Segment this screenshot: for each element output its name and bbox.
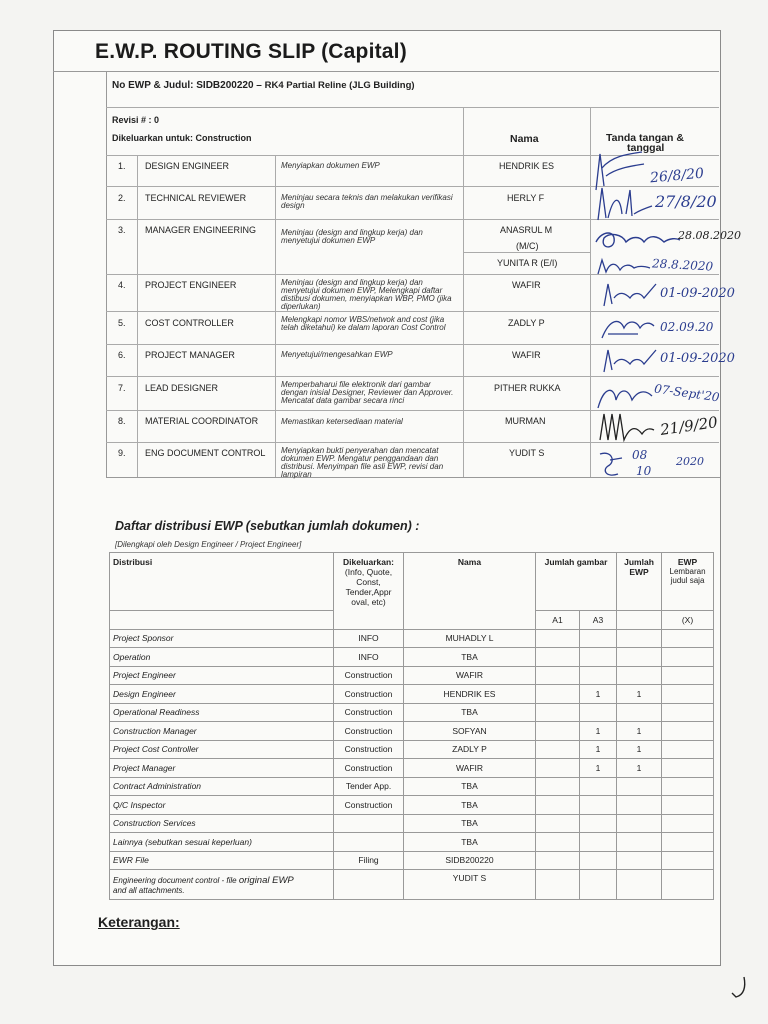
table-cell-a3: [580, 833, 617, 852]
table-cell-nama: HENDRIK ES: [404, 685, 536, 704]
table-cell-distribusi: Project Sponsor: [110, 629, 334, 648]
table-cell-dikeluarkan: INFO: [334, 648, 404, 667]
distribution-subheading: [Dilengkapi oleh Design Engineer / Project Engineer]: [115, 540, 302, 549]
table-cell-a3: [580, 703, 617, 722]
role-description: Menyetujui/mengesahkan EWP: [281, 350, 393, 359]
header-dikeluarkan: Dikeluarkan: (Info, Quote, Const, Tender,Appr oval, etc): [334, 553, 404, 630]
table-cell-a1: [536, 851, 580, 870]
signature-scribble: [594, 254, 654, 278]
table-cell-a1: [536, 777, 580, 796]
role-description: Meninjau (design and lingkup kerja) dan menyetujui dokumen EWP, Melengkapi daftar distibusi dokumen, menyiapkan WBP, PMO (jika diperlukan): [281, 278, 452, 311]
table-cell-a3: 1: [580, 740, 617, 759]
table-cell-x: [662, 833, 714, 852]
role-label: DESIGN ENGINEER: [145, 161, 230, 171]
table-cell-x: [662, 759, 714, 778]
table-row: [110, 851, 714, 870]
signatory-name: YUDIT S: [509, 448, 545, 458]
revision-label: Revisi # : 0: [112, 115, 160, 125]
table-cell-a3: [580, 648, 617, 667]
table-cell-x: [662, 814, 714, 833]
row-number: 1.: [118, 161, 126, 171]
table-cell-x: [662, 629, 714, 648]
table-row: [110, 740, 714, 759]
signature-date: 28.08.2020: [678, 229, 741, 242]
header-x: (X): [662, 611, 714, 630]
table-cell-x: [662, 703, 714, 722]
table-cell-x: [662, 796, 714, 815]
signature-date: 28.8.2020: [651, 256, 714, 274]
row-number: 2.: [118, 193, 126, 203]
header-nama: Nama: [510, 133, 539, 145]
table-cell-a1: [536, 814, 580, 833]
table-cell-nama: WAFIR: [404, 666, 536, 685]
table-cell-nama: TBA: [404, 814, 536, 833]
table-cell-x: [662, 648, 714, 667]
table-cell-jumlah-ewp: [617, 777, 662, 796]
col-divider: [463, 107, 464, 477]
role-label: TECHNICAL REVIEWER: [145, 193, 247, 203]
table-cell-nama: SOFYAN: [404, 722, 536, 741]
table-cell-x: [662, 666, 714, 685]
distribution-heading: Daftar distribusi EWP (sebutkan jumlah dokumen) :: [115, 519, 420, 533]
row-divider: [106, 376, 719, 377]
row-number: 4.: [118, 280, 126, 290]
table-cell-dikeluarkan: Tender App.: [334, 777, 404, 796]
table-cell-a3: [580, 777, 617, 796]
table-cell: [617, 870, 662, 900]
col-divider: [275, 155, 276, 477]
table-cell-jumlah-ewp: [617, 814, 662, 833]
table-cell: [662, 870, 714, 900]
role-description: Meninjau (design and lingkup kerja) dan menyetujui dokumen EWP: [281, 228, 423, 245]
table-cell-nama: ZADLY P: [404, 740, 536, 759]
table-cell-x: [662, 722, 714, 741]
signature-date: 02.09.20: [660, 320, 714, 334]
signature-scribble: [596, 410, 656, 444]
header-signature: Tanda tangan &: [606, 132, 684, 144]
table-cell-jumlah-ewp: 1: [617, 740, 662, 759]
signature-date: 01-09-2020: [660, 351, 735, 366]
table-cell-a1: [536, 759, 580, 778]
table-cell-distribusi: Project Engineer: [110, 666, 334, 685]
table-cell-a3: [580, 814, 617, 833]
table-cell-nama: TBA: [404, 777, 536, 796]
table-cell-nama: TBA: [404, 703, 536, 722]
table-cell-jumlah-ewp: [617, 796, 662, 815]
role-label: PROJECT MANAGER: [145, 350, 235, 360]
table-cell-a1: [536, 740, 580, 759]
signatory-discipline: (M/C): [516, 241, 539, 251]
header-spacer: [110, 611, 334, 630]
table-row: [110, 703, 714, 722]
header-a3: A3: [580, 611, 617, 630]
ewp-number-label: [112, 80, 415, 91]
table-cell-dikeluarkan: Filing: [334, 851, 404, 870]
role-label: COST CONTROLLER: [145, 318, 234, 328]
table-cell-nama: TBA: [404, 833, 536, 852]
role-description: Memperbaharui file elektronik dari gambar dengan inisial Designer, Reviewer dan Approver. Mencatat data gambar secara rinci: [281, 380, 454, 405]
header-ewp: EWP Lembaran judul saja: [662, 553, 714, 611]
signature-date-month: 10: [636, 464, 652, 478]
row-number: 9.: [118, 448, 126, 458]
table-cell-distribusi: EWR File: [110, 851, 334, 870]
table-cell-distribusi: Q/C Inspector: [110, 796, 334, 815]
table-cell-distribusi: Contract Administration: [110, 777, 334, 796]
table-cell-a1: [536, 722, 580, 741]
role-description: Melengkapi nomor WBS/netwok and cost (jika telah diketahui) ke dalam laporan Cost Control: [281, 315, 446, 332]
signature-scribble: [598, 314, 656, 342]
header-jumlah-ewp: Jumlah EWP: [617, 553, 662, 611]
table-cell-x: [662, 740, 714, 759]
table-cell: [334, 870, 404, 900]
table-cell-distribusi: Design Engineer: [110, 685, 334, 704]
table-cell-distribusi: Project Manager: [110, 759, 334, 778]
table-cell-a3: 1: [580, 759, 617, 778]
row-divider: [106, 344, 719, 345]
role-label: ENG DOCUMENT CONTROL: [145, 448, 266, 458]
row-number: 5.: [118, 318, 126, 328]
signature-date-day: 08: [632, 448, 648, 462]
table-cell-distribusi: Project Cost Controller: [110, 740, 334, 759]
table-cell-jumlah-ewp: [617, 703, 662, 722]
signature-date: 07-Sept'20: [653, 381, 721, 405]
table-row: [110, 629, 714, 648]
ewp-number: No EWP & Judul: SIDB200220 –: [112, 80, 262, 91]
signature-scribble: [594, 380, 656, 412]
role-description: Menyiapkan dokumen EWP: [281, 161, 380, 170]
issued-for-label: Dikeluarkan untuk: Construction: [112, 133, 252, 143]
table-cell-nama: WAFIR: [404, 759, 536, 778]
table-cell-x: [662, 777, 714, 796]
table-cell-x: [662, 851, 714, 870]
table-cell-dikeluarkan: INFO: [334, 629, 404, 648]
table-cell-jumlah-ewp: 1: [617, 759, 662, 778]
table-row: [110, 648, 714, 667]
signature-date: 26/8/20: [649, 165, 705, 187]
table-cell-a3: 1: [580, 722, 617, 741]
table-cell-nama: MUHADLY L: [404, 629, 536, 648]
header-nama: Nama: [404, 553, 536, 630]
table-row: [110, 833, 714, 852]
signature-date: 27/8/20: [655, 192, 717, 211]
signature-scribble: [596, 448, 626, 480]
table-cell-nama: TBA: [404, 796, 536, 815]
table-row: [110, 722, 714, 741]
table-cell-distribusi: Construction Services: [110, 814, 334, 833]
table-row: [110, 796, 714, 815]
role-description: Memastikan ketersediaan material: [281, 417, 403, 426]
keterangan-label: Keterangan:: [98, 914, 180, 930]
table-cell-a3: [580, 629, 617, 648]
table-cell-a1: [536, 833, 580, 852]
pen-mark: [730, 975, 752, 1001]
table-cell-distribusi: Construction Manager: [110, 722, 334, 741]
table-cell-dikeluarkan: Construction: [334, 666, 404, 685]
table-cell-a1: [536, 629, 580, 648]
role-label: PROJECT ENGINEER: [145, 280, 237, 290]
header-distribusi: Distribusi: [110, 553, 334, 611]
col-divider: [137, 155, 138, 477]
table-cell-dikeluarkan: Construction: [334, 740, 404, 759]
role-label: MATERIAL COORDINATOR: [145, 416, 259, 426]
table-cell-dikeluarkan: Construction: [334, 703, 404, 722]
distribution-table: [109, 552, 714, 900]
signature-scribble: [598, 280, 662, 310]
row-number: 7.: [118, 383, 126, 393]
table-cell-distribusi: Lainnya (sebutkan sesuai keperluan): [110, 833, 334, 852]
header-spacer: [617, 611, 662, 630]
table-cell-dikeluarkan: Construction: [334, 759, 404, 778]
table-cell-jumlah-ewp: [617, 629, 662, 648]
table-cell-a1: [536, 666, 580, 685]
table-row: [110, 666, 714, 685]
signatory-name: HERLY F: [507, 193, 545, 203]
signatory-name: WAFIR: [512, 350, 541, 360]
row-number: 6.: [118, 350, 126, 360]
table-cell-distribusi: Operational Readiness: [110, 703, 334, 722]
table-row: [110, 685, 714, 704]
page-title: E.W.P. ROUTING SLIP (Capital): [95, 40, 407, 63]
table-cell-jumlah-ewp: [617, 833, 662, 852]
role-label: MANAGER ENGINEERING: [145, 225, 257, 235]
table-cell-nama: YUDIT S: [404, 870, 536, 900]
signature-scribble: [592, 184, 654, 224]
table-cell-a1: [536, 796, 580, 815]
table-cell-dikeluarkan: [334, 833, 404, 852]
table-cell-jumlah-ewp: [617, 666, 662, 685]
header-a1: A1: [536, 611, 580, 630]
header-date: tanggal: [627, 142, 665, 154]
table-cell-distribusi: Operation: [110, 648, 334, 667]
table-cell-a1: [536, 648, 580, 667]
table-cell-dikeluarkan: Construction: [334, 685, 404, 704]
signature-date: 21/9/20: [659, 413, 719, 439]
table-cell-jumlah-ewp: [617, 851, 662, 870]
table-cell-jumlah-ewp: [617, 648, 662, 667]
role-label: LEAD DESIGNER: [145, 383, 219, 393]
row-divider: [106, 107, 719, 108]
table-cell-x: [662, 685, 714, 704]
table-cell-jumlah-ewp: 1: [617, 722, 662, 741]
table-cell: [536, 870, 580, 900]
signatory-name: ANASRUL M: [500, 225, 553, 235]
signatory-name: PITHER RUKKA: [494, 383, 561, 393]
row-divider: [106, 311, 719, 312]
table-cell-jumlah-ewp: 1: [617, 685, 662, 704]
ewp-title: RK4 Partial Reline (JLG Building): [264, 80, 415, 91]
table-cell-a1: [536, 685, 580, 704]
table-cell-dikeluarkan: [334, 814, 404, 833]
role-description: Meninjau secara teknis dan melakukan verifikasi design: [281, 193, 453, 210]
table-cell-distribusi: Engineering document control - file original EWP and all attachments.: [110, 870, 334, 900]
header-jumlah-gambar: Jumlah gambar: [536, 553, 617, 611]
signatory-name: MURMAN: [505, 416, 546, 426]
signatory-name: ZADLY P: [508, 318, 545, 328]
signatory-name: HENDRIK ES: [499, 161, 555, 171]
table-cell-a3: 1: [580, 685, 617, 704]
row-divider: [463, 252, 590, 253]
table-cell: [580, 870, 617, 900]
table-cell-dikeluarkan: Construction: [334, 796, 404, 815]
table-cell-dikeluarkan: Construction: [334, 722, 404, 741]
table-cell-a3: [580, 666, 617, 685]
table-row: [110, 777, 714, 796]
signature-date: 01-09-2020: [660, 286, 735, 301]
table-row: [110, 814, 714, 833]
table-cell-nama: SIDB200220: [404, 851, 536, 870]
row-number: 8.: [118, 416, 126, 426]
signatory-name-2: YUNITA R (E/I): [497, 258, 558, 268]
table-cell-nama: TBA: [404, 648, 536, 667]
table-cell-a3: [580, 851, 617, 870]
signature-date-year: 2020: [676, 455, 704, 468]
signature-scribble: [592, 224, 682, 254]
table-cell-a3: [580, 796, 617, 815]
table-cell-a1: [536, 703, 580, 722]
role-description: Menyiapkan bukti penyerahan dan mencatat dokumen EWP. Mengatur penggandaan dan distribusi. Menyimpan file asli EWP, revisi dan lampiran: [281, 446, 444, 479]
signatory-name: WAFIR: [512, 280, 541, 290]
signature-scribble: [598, 346, 662, 376]
row-number: 3.: [118, 225, 126, 235]
table-row: [110, 759, 714, 778]
